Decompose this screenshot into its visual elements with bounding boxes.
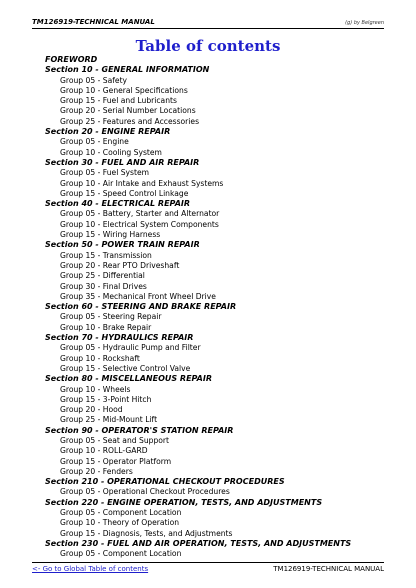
toc-group-link[interactable]: Group 10 - ROLL-GARD (60, 446, 148, 456)
page-title: Table of contents (135, 37, 281, 55)
toc-group-link[interactable]: Group 05 - Component Location (60, 508, 182, 518)
toc-group-link[interactable]: Group 10 - Theory of Operation (60, 518, 180, 528)
toc-section-link[interactable]: Section 30 - FUEL AND AIR REPAIR (45, 157, 200, 167)
toc-group-link[interactable]: Group 15 - Diagnosis, Tests, and Adjustments (60, 528, 233, 538)
toc-group-link[interactable]: Group 05 - Steering Repair (60, 312, 162, 322)
toc-section-link[interactable]: Section 80 - MISCELLANEOUS REPAIR (45, 374, 213, 384)
toc-group-link[interactable]: Group 20 - Hood (60, 405, 123, 415)
toc-group-link[interactable]: Group 25 - Mid-Mount Lift (60, 415, 158, 425)
toc-group-link[interactable]: Group 15 - Speed Control Linkage (60, 188, 189, 198)
toc-group-link[interactable]: Group 15 - 3-Point Hitch (60, 394, 152, 404)
toc-group-link[interactable]: Group 20 - Fenders (60, 466, 133, 476)
toc-section-link[interactable]: Section 40 - ELECTRICAL REPAIR (45, 199, 191, 209)
header-credit: (g) by Belgreen (345, 20, 384, 26)
toc-section-link[interactable]: Section 210 - OPERATIONAL CHECKOUT PROCEDURES (45, 477, 285, 487)
footer-doc-id: TM126919-TECHNICAL MANUAL (273, 565, 384, 573)
toc-group-link[interactable]: Group 25 - Differential (60, 271, 145, 281)
header-doc-id: TM126919-TECHNICAL MANUAL (32, 18, 155, 26)
toc-section-link[interactable]: Section 10 - GENERAL INFORMATION (45, 65, 210, 75)
toc-group-link[interactable]: Group 15 - Transmission (60, 250, 152, 260)
table-of-contents (45, 55, 396, 560)
toc-group-link[interactable]: Group 30 - Final Drives (60, 281, 147, 291)
toc-group-link[interactable]: Group 05 - Engine (60, 137, 129, 147)
toc-group-link[interactable]: Group 10 - Brake Repair (60, 322, 152, 332)
toc-section-link[interactable]: Section 50 - POWER TRAIN REPAIR (45, 240, 200, 250)
global-toc-link[interactable]: <- Go to Global Table of contents (32, 565, 149, 573)
toc-group-link[interactable]: Group 10 - Rockshaft (60, 353, 140, 363)
toc-section-link[interactable]: FOREWORD (45, 55, 98, 64)
toc-section-link[interactable]: Section 230 - FUEL AND AIR OPERATION, TESTS, AND ADJUSTMENTS (45, 538, 352, 548)
toc-group-link[interactable]: Group 25 - Features and Accessories (60, 116, 200, 126)
page-footer (32, 562, 384, 573)
toc-group-link[interactable]: Group 05 - Hydraulic Pump and Filter (60, 343, 201, 353)
toc-group-link[interactable]: Group 10 - Electrical System Components (60, 219, 219, 229)
toc-group-link[interactable]: Group 35 - Mechanical Front Wheel Drive (60, 291, 216, 301)
toc-group-link[interactable]: Group 10 - Air Intake and Exhaust Systems (60, 178, 224, 188)
toc-group-link[interactable]: Group 15 - Wiring Harness (60, 230, 161, 240)
toc-section-link[interactable]: Section 220 - ENGINE OPERATION, TESTS, AND ADJUSTMENTS (45, 497, 323, 507)
toc-group-link[interactable]: Group 05 - Battery, Starter and Alternator (60, 209, 220, 219)
toc-group-link[interactable]: Group 20 - Rear PTO Driveshaft (60, 260, 180, 270)
toc-section-link[interactable]: Section 20 - ENGINE REPAIR (45, 127, 171, 137)
toc-section-link[interactable]: Section 60 - STEERING AND BRAKE REPAIR (45, 302, 237, 312)
toc-section-link[interactable]: Section 90 - OPERATOR'S STATION REPAIR (45, 425, 234, 435)
toc-group-link[interactable]: Group 05 - Seat and Support (60, 435, 170, 445)
page-header (32, 14, 384, 29)
toc-group-link[interactable]: Group 15 - Selective Control Valve (60, 363, 191, 373)
toc-group-link[interactable]: Group 05 - Component Location (60, 549, 182, 559)
toc-group-link[interactable]: Group 15 - Fuel and Lubricants (60, 96, 177, 106)
toc-group-link[interactable]: Group 10 - General Specifications (60, 85, 188, 95)
toc-group-link[interactable]: Group 15 - Operator Platform (60, 456, 172, 466)
toc-group-link[interactable]: Group 05 - Safety (60, 75, 128, 85)
toc-group-link[interactable]: Group 10 - Wheels (60, 384, 131, 394)
toc-group-link[interactable]: Group 05 - Fuel System (60, 168, 150, 178)
toc-group-link[interactable]: Group 05 - Operational Checkout Procedures (60, 487, 230, 497)
toc-group-link[interactable]: Group 10 - Cooling System (60, 147, 162, 157)
toc-group-link[interactable]: Group 20 - Serial Number Locations (60, 106, 196, 116)
toc-section-link[interactable]: Section 70 - HYDRAULICS REPAIR (45, 333, 194, 343)
